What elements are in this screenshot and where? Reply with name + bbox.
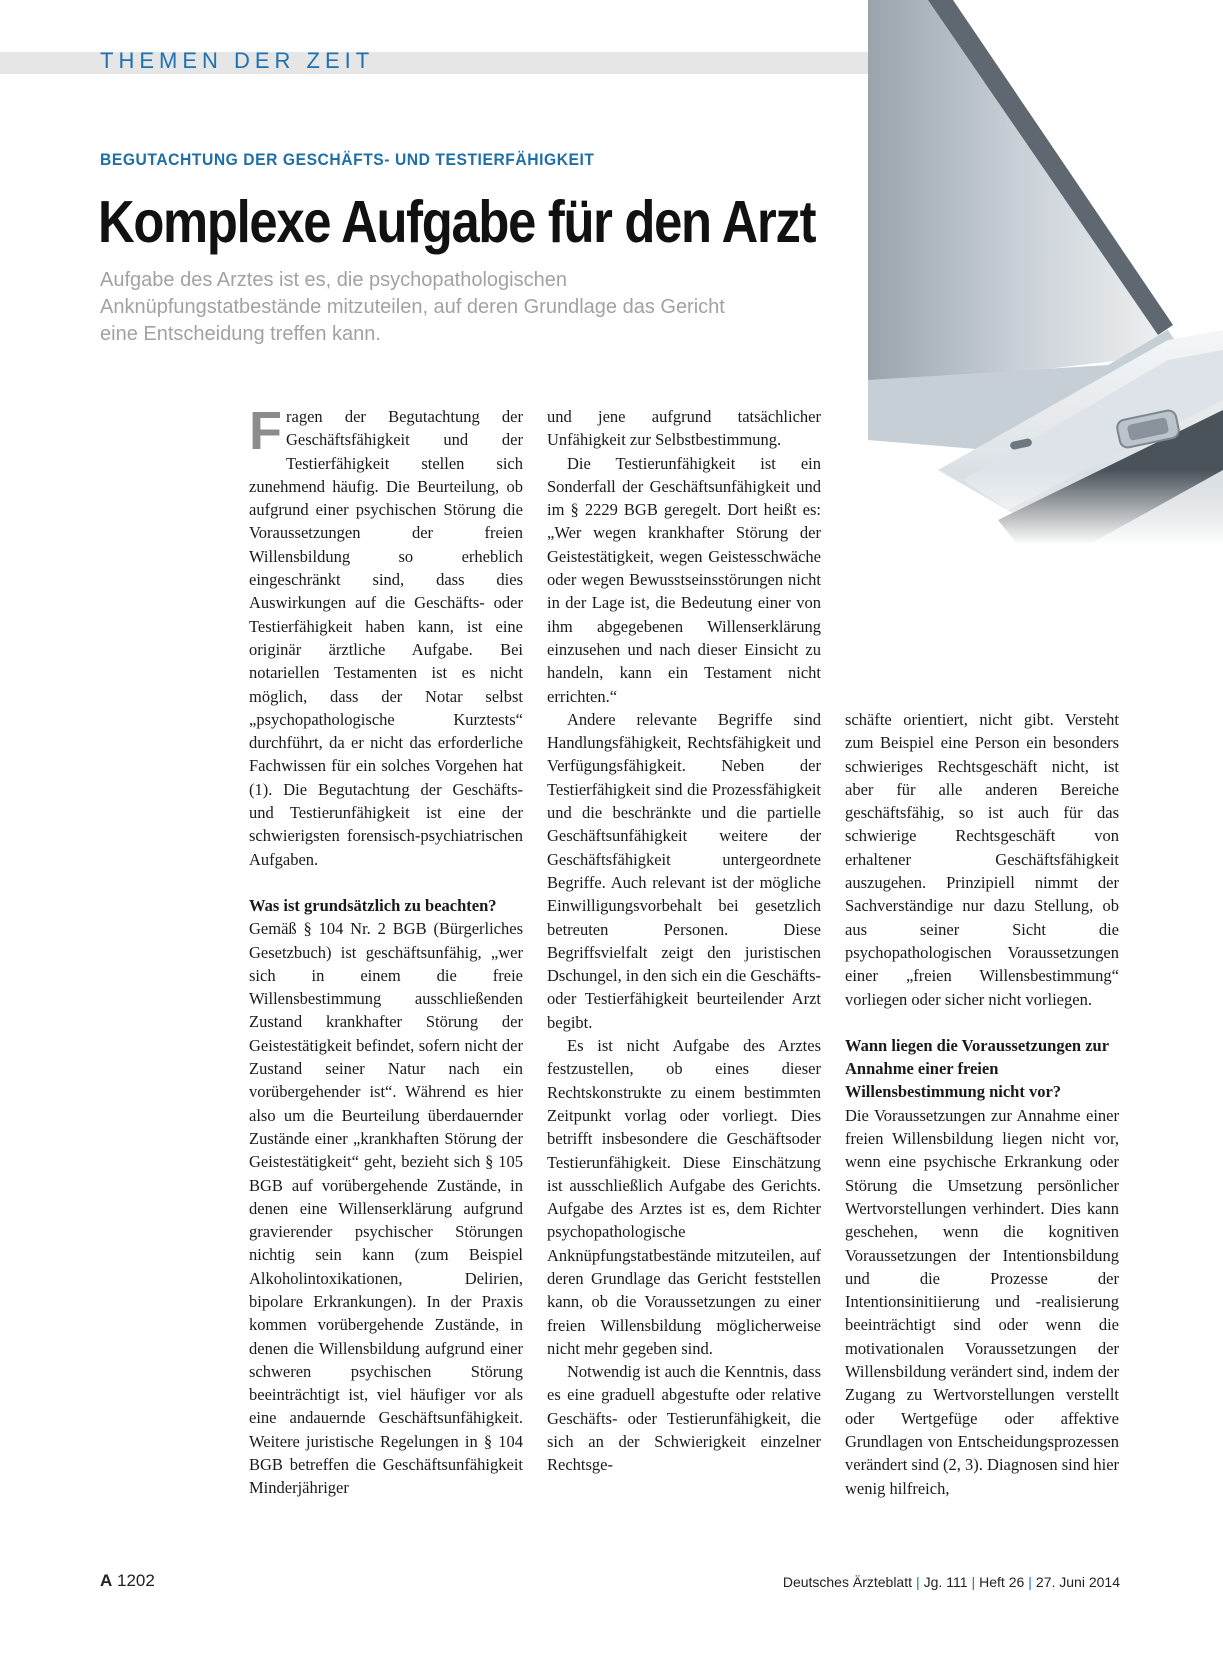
body-paragraph: Notwendig ist auch die Kenntnis, dass es eine graduell abgestufte oder relative Geschäfts- oder Testierunfähigkeit, die sich an der Schwierigkeit einzelner Rechtsge- [547,1362,821,1475]
intro-text: ragen der Begutachtung der Geschäftsfähigkeit und der Testierfähigkeit stellen sich zunehmend häufig. Die Beurteilung, ob aufgrund einer psychischen Störung die Voraussetzungen der freien Willensbildung so erheblich eingeschränkt sind, dass dies Auswirkungen auf die Geschäfts- oder Testierfähigkeit haben kann, ist eine originär ärztliche Aufgabe. Bei notariellen Testamenten ist es nicht möglich, dass der Notar selbst „psychopathologische Kurztests“ durchführt, da er nicht das erforderliche Fachwissen für ein solches Vorgehen hat (1). Die Begutachtung der Geschäfts- und Testierunfähigkeit ist eine der schwierigsten forensisch-psychiatrischen Aufgaben. [249,407,523,869]
body-paragraph: Gemäß § 104 Nr. 2 BGB (Bürgerliches Gesetzbuch) ist geschäftsunfähig, „wer sich in einem die freie Willensbestimmung ausschließenden Zustand krankhafter Störung der Geistestätigkeit befindet, sofern nicht der Zustand seiner Natur nach ein vorübergehender ist“. Während es hier also um die Beurteilung überdauernder Zustände einer „krankhaften Störung der Geistestätigkeit“ geht, bezieht sich § 105 BGB auf vorübergehende Zustände, in denen eine Willenserklärung aufgrund gravierender psychischer Störungen nichtig sein kann (zum Beispiel Alkoholintoxikationen, Delirien, bipolare Erkrankungen). In der Praxis kommen vorübergehende Zustände, in denen die Willensbildung aufgrund einer schweren psychischen Störung beeinträchtigt ist, viel häufiger vor als eine andauernde Geschäftsunfähigkeit. Weitere juristische Regelungen in § 104 BGB betreffen die Geschäftsunfähigkeit Minderjähriger [249,919,523,1498]
body-paragraph: schäfte orientiert, nicht gibt. Versteht zum Beispiel eine Person ein besonders schwieriges Rechtsgeschäft nicht, ist aber für alle anderen Bereiche geschäftsfähig, so ist auch für das schwierige Rechtsgeschäft von erhaltener Geschäftsfähigkeit auszugehen. Prinzipiell nimmt der Sachverständige nur dazu Stellung, ob aus seiner Sicht die psychopathologischen Voraussetzungen einer „freien Willensbestimmung“ vorliegen oder sicher nicht vorliegen. [845,710,1119,1009]
article-title: Komplexe Aufgabe für den Arzt [98,189,816,255]
intro-paragraph [249,401,523,871]
journal-footer: Deutsches Ärzteblatt | Jg. 111 | Heft 26 | 27. Juni 2014 [782,1574,1120,1590]
article-kicker: BEGUTACHTUNG DER GESCHÄFTS- UND TESTIERFÄHIGKEIT [100,150,595,169]
drop-cap: F [249,401,282,461]
journal-volume: Jg. 111 [923,1574,968,1590]
body-paragraph: Andere relevante Begriffe sind Handlungsfähigkeit, Rechtsfähigkeit und Verfügungsfähigkeit. Neben der Testierfähigkeit sind die Prozessfähigkeit und die beschränkte und die partielle Geschäftsunfähigkeit weitere der Geschäftsfähigkeit untergeordnete Begriffe. Auch relevant ist der mögliche Einwilligungsvorbehalt bei gesetzlich betreuten Personen. Diese Begriffsvielfalt zeigt den juristischen Dschungel, in den sich ein die Geschäfts- oder Testierfähigkeit beurteilender Arzt begibt. [547,709,821,1032]
body-paragraph: Die Voraussetzungen zur Annahme einer freien Willensbildung liegen nicht vor, wenn eine psychische Erkrankung oder Störung die Umsetzung persönlicher Wertvorstellungen verhindert. Dies kann geschehen, wenn die kognitiven Voraussetzungen der Intentionsbildung und die Prozesse der Intentionsinitiierung und -realisierung beeinträchtigt sind oder wenn die motivationalen Voraussetzungen der Willensbildung verändert sind, indem der Zugang zu Wertvorstellungen verstellt oder Wertgefüge oder affektive Grundlagen von Entscheidungsprozessen verändert sind (2, 3). Diagnosen sind hier wenig hilfreich, [845,1105,1120,1498]
journal-issue: Heft 26 [979,1574,1025,1590]
body-paragraph: Es ist nicht Aufgabe des Arztes festzustellen, ob eines dieser Rechtskonstrukte zu einem bestimmten Zeitpunkt vorlag oder vorliegt. Dies betrifft insbesondere die Geschäftsoder Testierunfähigkeit. Diese Einschätzung ist ausschließlich Aufgabe des Gerichts. Aufgabe des Arztes ist es, dem Richter psychopathologische Anknüpfungstatbestände mitzuteilen, auf deren Grundlage das Gericht feststellen kann, ob die Voraussetzungen zu einer freien Willensbildung möglicherweise nicht mehr gegeben sind. [547,1036,821,1358]
subheading-1: Was ist grundsätzlich zu beachten? [249,895,497,915]
page-letter: A [100,1571,113,1590]
article-lead: Aufgabe des Arztes ist es, die psychopathologischen Anknüpfungstatbestände mitzuteilen, auf deren Grundlage das Gericht eine Entscheidung treffen kann. [100,269,725,345]
journal-name: Deutsches Ärzteblatt [782,1574,912,1590]
section-label: THEMEN DER ZEIT [100,48,375,73]
body-paragraph: und jene aufgrund tatsächlicher Unfähigkeit zur Selbstbestimmung. [547,407,821,450]
text-column-1 [249,401,523,1500]
body-paragraph: Die Testierunfähigkeit ist ein Sonderfall der Geschäftsunfähigkeit und im § 2229 BGB geregelt. Dort heißt es: „Wer wegen krankhafter Störung der Geistestätigkeit, wegen Geistesschwäche oder wegen Bewusstseinsstörungen nicht in der Lage ist, die Bedeutung einer von ihm abgegebenen Willenserklärung einzusehen und nach dieser Einsicht zu handeln, kann ein Testament nicht errichten.“ [547,453,821,706]
journal-date: 27. Juni 2014 [1035,1574,1120,1590]
subheading-2: Wann liegen die Voraussetzungen zur Annahme einer freien Willensbestimmung nicht vor? [845,1035,1109,1102]
text-column-3 [845,708,1119,1500]
page-number-value: 1202 [117,1571,155,1590]
text-column-2 [547,405,821,1477]
laptop-photo [868,0,1223,545]
page-number [100,1571,155,1591]
